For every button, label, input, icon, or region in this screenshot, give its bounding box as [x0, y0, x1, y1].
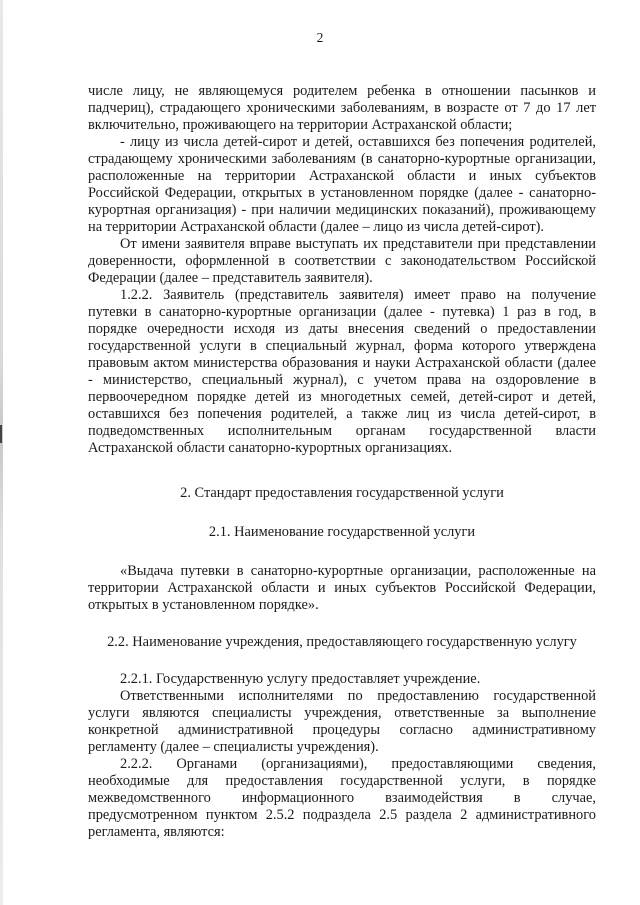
subsection-heading-2-2: 2.2. Наименование учреждения, предоставляющего государственную услугу: [107, 634, 577, 650]
paragraph-continuation: числе лицу, не являющемуся родителем ребенка в отношении пасынков и падчериц), страдающего хроническими заболеваниям, в возрасте от 7 до 17 лет включительно, проживающего на территории Астраханской области;: [88, 83, 596, 133]
subsection-heading-2-1: 2.1. Наименование государственной услуги: [208, 524, 476, 540]
paragraph-1-2-2: 1.2.2. Заявитель (представитель заявителя) имеет право на получение путевки в санаторно-курортные организации (далее - путевка) 1 раз в год, в порядке очередности исходя из даты внесения сведений о предоставлении государственной услуги в специальный журнал, форма которого утверждена правовым актом министерства образования и науки Астраханской области (далее - министерство, специальный журнал), с учетом права на оздоровление в первоочередном порядке детей из многодетных семей, детей-сирот и детей, оставшихся без попечения родителей, а также лиц из числа детей-сирот, в подведомственных исполнительным органам государственной власти Астраханской области санаторно-курортных организациях.: [88, 287, 596, 456]
page-number: 2: [316, 30, 324, 45]
scan-edge: [0, 0, 3, 905]
service-name-quote: «Выдача путевки в санаторно-курортные организации, расположенные на территории Астраханской области и иных субъектов Российской Федерации, открытых в установленном порядке».: [88, 563, 596, 613]
paragraph-orphans: - лицу из числа детей-сирот и детей, оставшихся без попечения родителей, страдающему хроническими заболеваниям (в санаторно-курортные организации, расположенные на территории Астраханской области и иных субъектов Российской Федерации, открытых в установленном порядке (далее - санаторно-курортная организация) - при наличии медицинских показаний), проживающему на территории Астраханской области (далее – лицо из числа детей-сирот).: [88, 134, 596, 235]
paragraph-2-2-2: 2.2.2. Органами (организациями), предоставляющими сведения, необходимые для предоставления государственной услуги, в порядке межведомственного информационного взаимодействия в случае, предусмотренном пунктом 2.5.2 подраздела 2.5 раздела 2 административного регламента, являются:: [88, 756, 596, 840]
paragraph-2-2-1: 2.2.1. Государственную услугу предоставляет учреждение.: [120, 671, 481, 687]
paragraph-responsible: Ответственными исполнителями по предоставлению государственной услуги являются специалисты учреждения, ответственные за выполнение конкретной административной процедуры согласно административному регламенту (далее – специалисты учреждения).: [88, 688, 596, 755]
scan-mark: [0, 425, 2, 443]
section-heading-2: 2. Стандарт предоставления государственной услуги: [180, 485, 504, 501]
paragraph-representative: От имени заявителя вправе выступать их представители при представлении доверенности, оформленной в соответствии с законодательством Российской Федерации (далее – представитель заявителя).: [88, 236, 596, 286]
document-body: [88, 83, 596, 841]
